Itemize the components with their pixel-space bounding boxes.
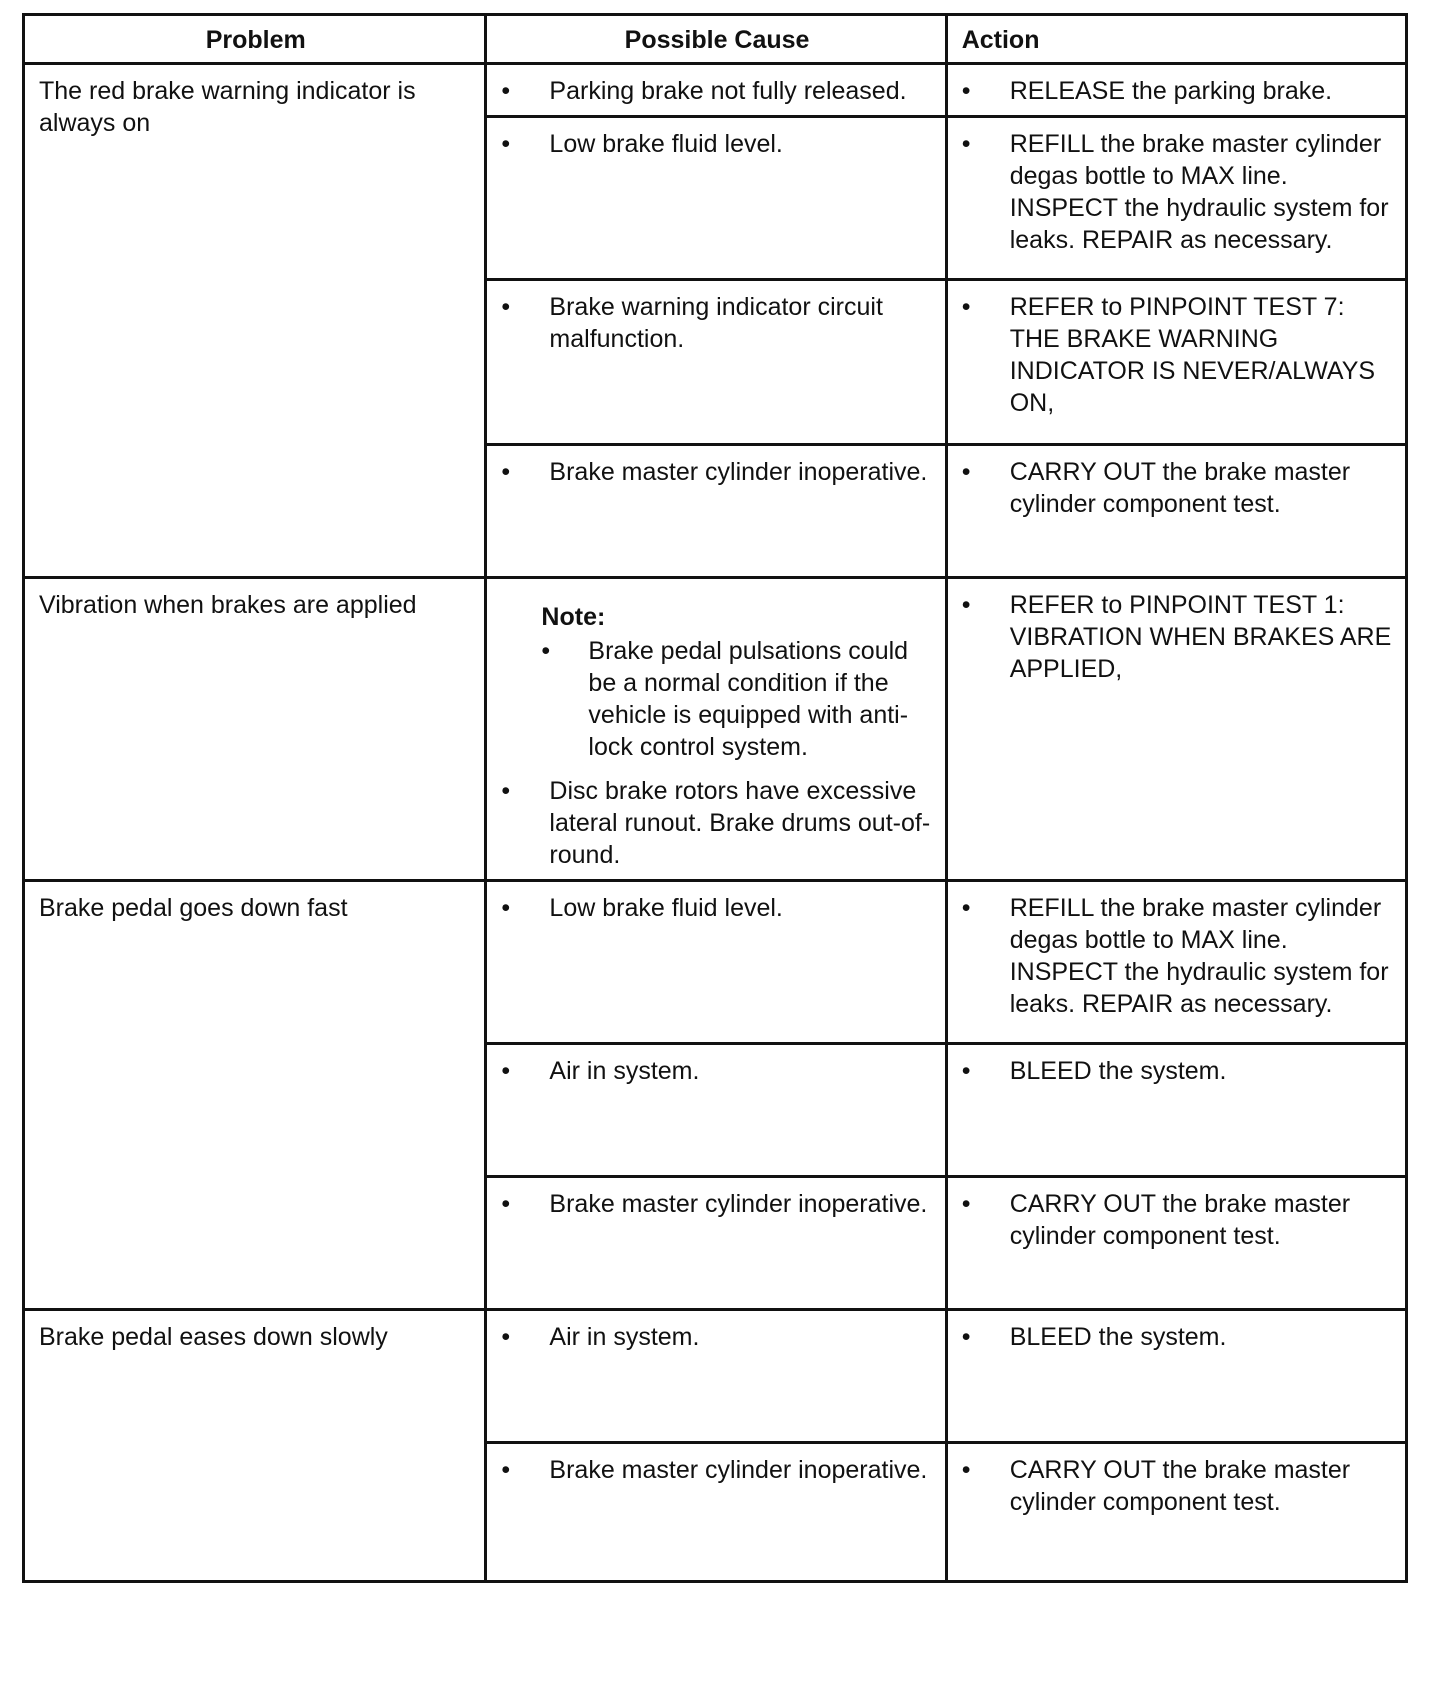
table-row [24,578,1407,881]
action-cell [946,117,1406,280]
bullet: • [961,77,971,105]
bullet: • [961,1456,971,1484]
table-row [24,881,1407,1044]
table-row [24,1310,1407,1443]
action-text: REFILL the brake master cylinder degas bottle to MAX line. INSPECT the hydraulic system for leaks. REPAIR as necessary. [1009,130,1389,254]
action-text: RELEASE the parking brake. [1009,77,1333,105]
problem-cell: Brake pedal eases down slowly [24,1310,486,1582]
problem-cell: Vibration when brakes are applied [24,578,486,881]
bullet: • [961,458,971,486]
bullet: • [501,130,511,158]
bullet: • [961,1323,971,1351]
cause-text: Brake master cylinder inoperative. [549,458,928,486]
cause-text: Air in system. [549,1057,700,1085]
action-cell [946,1177,1406,1310]
bullet: • [501,1456,511,1484]
action-text: REFER to PINPOINT TEST 1: VIBRATION WHEN BRAKES ARE APPLIED, [1009,591,1392,683]
action-cell [946,578,1406,881]
bullet: • [501,894,511,922]
action-cell [946,1310,1406,1443]
bullet: • [961,130,971,158]
action-text: BLEED the system. [1009,1323,1227,1351]
action-text: CARRY OUT the brake master cylinder component test. [1009,1190,1351,1250]
cause-cell [486,1044,946,1177]
cause-cell [486,280,946,445]
cause-text: Parking brake not fully released. [549,77,907,105]
problem-cell: Brake pedal goes down fast [24,881,486,1310]
action-cell [946,1044,1406,1177]
bullet: • [961,591,971,619]
cause-cell [486,445,946,578]
bullet: • [501,77,511,105]
bullet: • [501,1057,511,1085]
action-text: BLEED the system. [1009,1057,1227,1085]
bullet: • [961,293,971,321]
header-action: Action [946,15,1406,64]
cause-text: Brake warning indicator circuit malfunction. [549,293,883,353]
cause-text: Low brake fluid level. [549,130,783,158]
header-possible-cause: Possible Cause [486,15,946,64]
troubleshooting-table [22,13,1408,1583]
cause-cell [486,1310,946,1443]
action-cell [946,445,1406,578]
bullet: • [961,1057,971,1085]
cause-cell [486,64,946,117]
action-text: CARRY OUT the brake master cylinder component test. [1009,1456,1351,1516]
cause-cell [486,578,946,881]
action-text: CARRY OUT the brake master cylinder component test. [1009,458,1351,518]
cause-cell [486,1177,946,1310]
bullet: • [501,458,511,486]
cause-cell [486,117,946,280]
bullet: • [961,1190,971,1218]
cause-text: Low brake fluid level. [549,894,783,922]
bullet: • [501,777,511,805]
bullet: • [961,894,971,922]
action-cell [946,280,1406,445]
bullet: • [501,293,511,321]
cause-text: Disc brake rotors have excessive lateral runout. Brake drums out-of-round. [549,777,931,869]
cause-text: Brake master cylinder inoperative. [549,1456,928,1484]
table-row [24,64,1407,117]
action-text: REFER to PINPOINT TEST 7: THE BRAKE WARNING INDICATOR IS NEVER/ALWAYS ON, [1009,293,1376,417]
cause-cell [486,1443,946,1582]
header-problem: Problem [24,15,486,64]
action-cell [946,64,1406,117]
problem-cell: The red brake warning indicator is always on [24,64,486,578]
header-row [24,15,1407,64]
action-text: REFILL the brake master cylinder degas bottle to MAX line. INSPECT the hydraulic system for leaks. REPAIR as necessary. [1009,894,1389,1018]
note-label: Note: [541,603,606,631]
cause-text: Air in system. [549,1323,700,1351]
cause-text: Brake master cylinder inoperative. [549,1190,928,1218]
action-cell [946,881,1406,1044]
bullet: • [541,637,551,665]
cause-cell [486,881,946,1044]
bullet: • [501,1323,511,1351]
bullet: • [501,1190,511,1218]
note-text: Brake pedal pulsations could be a normal condition if the vehicle is equipped with anti-lock control system. [588,637,909,761]
action-cell [946,1443,1406,1582]
